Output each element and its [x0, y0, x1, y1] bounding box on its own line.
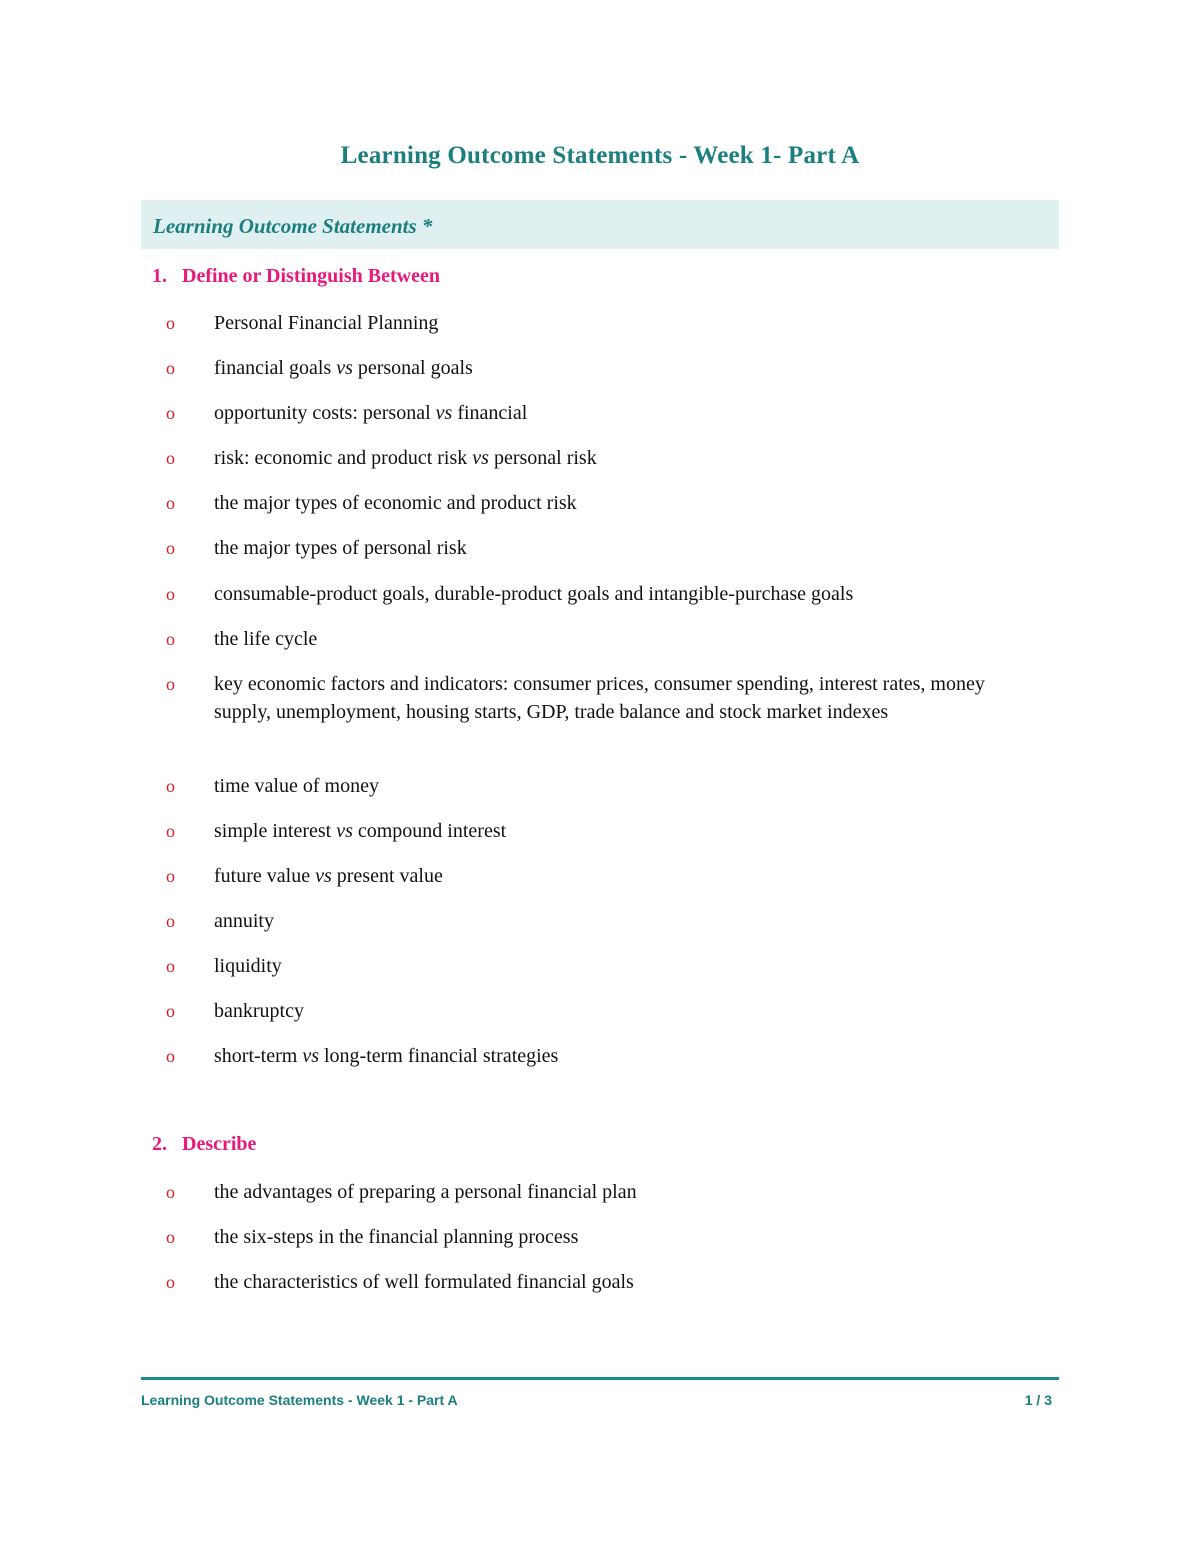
text-run: financial: [452, 402, 528, 424]
list-item-text: [214, 534, 1014, 562]
text-run: the life cycle: [214, 628, 318, 650]
bullet-marker: o: [166, 538, 175, 558]
list-item-text: [214, 1042, 1014, 1070]
list-item-text: [214, 444, 1014, 472]
text-run: present value: [331, 865, 443, 887]
list-item-text: [214, 625, 1014, 653]
bullet-marker: o: [166, 313, 175, 333]
text-run: risk: economic and product risk: [214, 447, 473, 469]
bullet-marker: o: [166, 1227, 175, 1247]
list-item-text: [214, 952, 1014, 980]
bullet-marker: o: [166, 493, 175, 513]
text-run: the six-steps in the financial planning process: [214, 1226, 579, 1248]
bullet-marker: o: [166, 1182, 175, 1202]
list-item-text: [214, 580, 1014, 608]
section-heading: [152, 265, 440, 288]
text-run: key economic factors and indicators: consumer prices, consumer spending, interest rates, money supply, unemployment, housing starts, GDP, trade balance and stock market indexes: [214, 673, 985, 723]
list-item-text: [214, 907, 1014, 935]
list-item-text: [214, 399, 1014, 427]
bullet-marker: o: [166, 358, 175, 378]
text-run: bankruptcy: [214, 1000, 304, 1022]
list-item-text: [214, 354, 1014, 382]
text-run: opportunity costs: personal: [214, 402, 436, 424]
footer-divider: [141, 1377, 1059, 1380]
list-item-text: [214, 1223, 1014, 1251]
text-run: simple interest: [214, 820, 337, 842]
section-band-label: Learning Outcome Statements *: [153, 214, 433, 238]
text-run: personal goals: [352, 357, 473, 379]
bullet-marker: o: [166, 1046, 175, 1066]
section-heading-text: Define or Distinguish Between: [182, 265, 440, 287]
section-heading-text: Describe: [182, 1133, 257, 1155]
section-band: [141, 200, 1059, 249]
bullet-marker: o: [166, 1272, 175, 1292]
bullet-marker: o: [166, 911, 175, 931]
text-run: liquidity: [214, 955, 282, 977]
list-item-text: [214, 489, 1014, 517]
text-run: personal risk: [488, 447, 597, 469]
bullet-marker: o: [166, 866, 175, 886]
list-item-text: [214, 862, 1014, 890]
text-run: short-term: [214, 1045, 303, 1067]
text-run: long-term financial strategies: [318, 1045, 559, 1067]
text-run: time value of money: [214, 775, 379, 797]
text-run: the major types of economic and product risk: [214, 492, 577, 514]
footer-title: Learning Outcome Statements - Week 1 - Part A: [141, 1392, 458, 1408]
bullet-marker: o: [166, 584, 175, 604]
emphasis-text: vs: [435, 402, 453, 424]
list-item-text: [214, 1178, 1014, 1206]
text-run: annuity: [214, 910, 274, 932]
emphasis-text: vs: [336, 357, 353, 379]
bullet-marker: o: [166, 1001, 175, 1021]
section-heading: [152, 1133, 256, 1156]
bullet-marker: o: [166, 403, 175, 423]
emphasis-text: vs: [302, 1045, 319, 1067]
bullet-marker: o: [166, 956, 175, 976]
text-run: consumable-product goals, durable-product goals and intangible-purchase goals: [214, 583, 854, 605]
bullet-marker: o: [166, 776, 175, 796]
bullet-marker: o: [166, 821, 175, 841]
section-number: 2.: [152, 1133, 167, 1155]
bullet-marker: o: [166, 629, 175, 649]
emphasis-text: vs: [336, 820, 353, 842]
text-run: future value: [214, 865, 316, 887]
text-run: financial goals: [214, 357, 337, 379]
page-number: 1 / 3: [1024, 1392, 1052, 1408]
list-item-text: [214, 817, 1014, 845]
text-run: the major types of personal risk: [214, 537, 467, 559]
text-run: the characteristics of well formulated financial goals: [214, 1271, 634, 1293]
bullet-marker: o: [166, 448, 175, 468]
list-item-text: [214, 997, 1014, 1025]
list-item-text: [214, 772, 1014, 800]
list-item-text: [214, 309, 1014, 337]
text-run: compound interest: [352, 820, 507, 842]
text-run: the advantages of preparing a personal financial plan: [214, 1181, 637, 1203]
emphasis-text: vs: [472, 447, 489, 469]
text-run: Personal Financial Planning: [214, 312, 439, 334]
page-title: Learning Outcome Statements - Week 1- Part A: [340, 142, 860, 169]
section-number: 1.: [152, 265, 167, 287]
bullet-marker: o: [166, 674, 175, 694]
list-item-text: [214, 1268, 1014, 1296]
list-item-text: [214, 670, 1014, 726]
emphasis-text: vs: [315, 865, 332, 887]
